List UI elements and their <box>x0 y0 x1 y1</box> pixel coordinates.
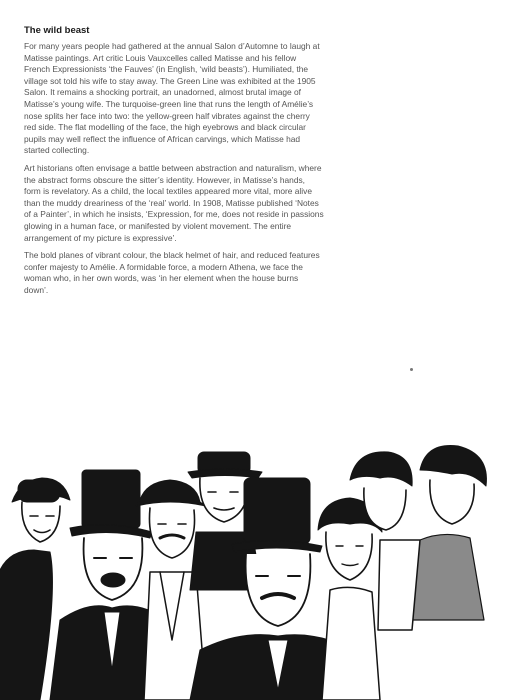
ink-speck <box>410 368 413 371</box>
article-paragraph-2: Art historians often envisage a battle between abstraction and naturalism, where the abstract forms obscure the sitter’s identity. However, in Matisse’s hands, form is revelatory. As a child, the local textiles appeared more vital, more alive than the muddy dreariness of the ‘real’ world. In 1908, Matisse published ‘Notes of a Painter’, in which he insists, ‘Expression, for me, does not reside in passions glowing in a human face, or manifested by violent movement. The entire arrangement of my picture is expressive’. <box>24 162 324 243</box>
crowd-ink-illustration <box>0 440 515 700</box>
figure-woman-hair <box>318 498 382 700</box>
article-paragraph-3: The bold planes of vibrant colour, the black helmet of hair, and reduced features confer majesty to Amélie. A formidable force, a modern Athena, we face the woman who, in her own words, was ‘in her element when the house burns down’. <box>24 250 320 295</box>
article-title: The wild beast <box>24 25 90 36</box>
article-paragraph-1: For many years people had gathered at the annual Salon d’Automne to laugh at Matisse paintings. Art critic Louis Vauxcelles called Matisse and his fellow French Expressionists ‘the Fauves’ (in English, ‘wild beasts’). Humiliated, the village sot told his wife to stay away. The Green Line was exhibited at the 1905 Salon. It remains a shocking portrait, an unadorned, almost brutal image of Matisse’s young wife. The turquoise-green line that runs the length of Amélie’s nose splits her face into two: the yellow-green half vibrates against the cherry red side. The flat modelling of the face, the high eyebrows and black circular pupils may well reflect the influence of African carvings, which Matisse had started collecting. <box>24 41 320 156</box>
article <box>24 24 324 302</box>
